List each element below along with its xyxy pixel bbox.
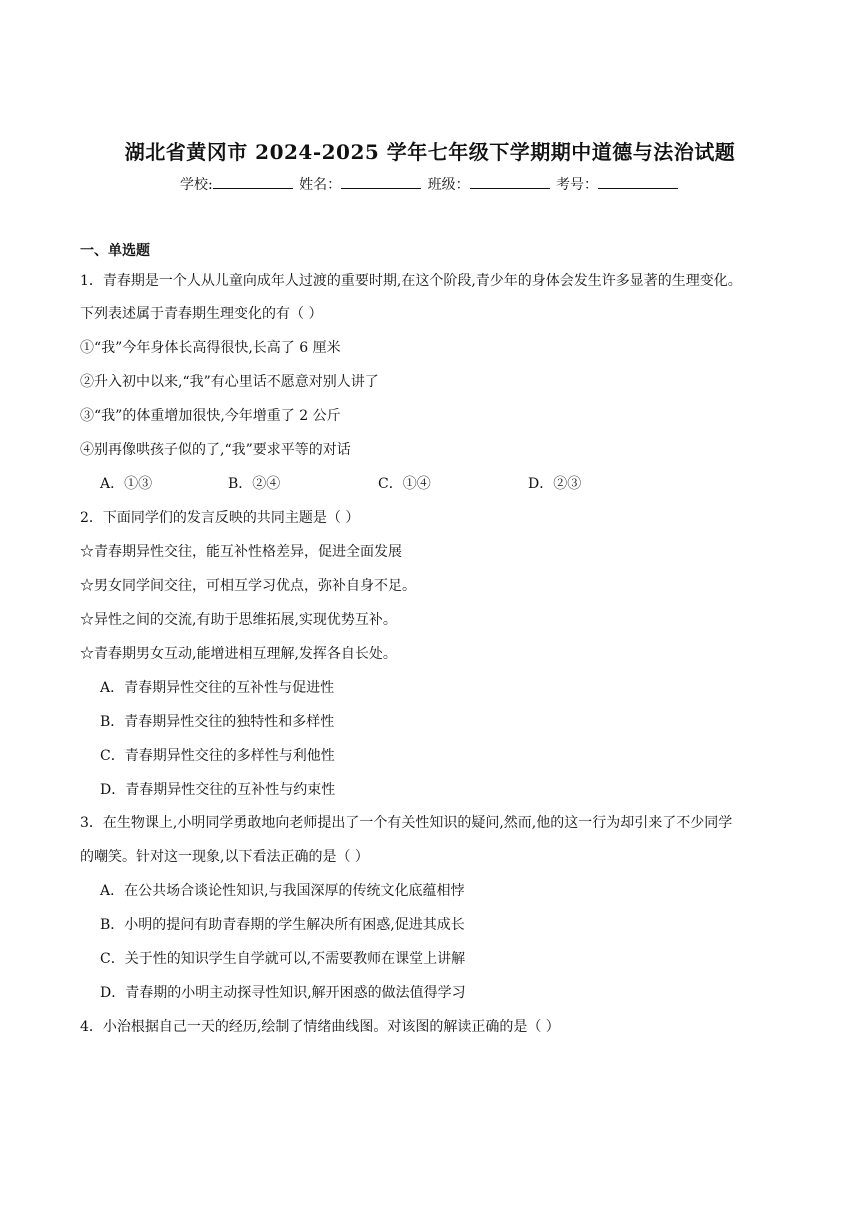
q2-item: ☆男女同学间交往，可相互学习优点，弥补自身不足。 [80, 578, 416, 594]
q3-stem-line2: 的嘲笑。针对这一现象,以下看法正确的是（ ） [80, 849, 369, 865]
q3-option-a[interactable]: A．在公共场合谈论性知识,与我国深厚的传统文化底蕴相悖 [100, 883, 465, 899]
q2-stem: 2．下面同学们的发言反映的共同主题是（ ） [80, 510, 360, 526]
q3-stem-line1: 3．在生物课上,小明同学勇敢地向老师提出了一个有关性知识的疑问,然而,他的这一行为却引来了不少同学 [80, 815, 733, 831]
q1-item: ①“我”今年身体长高得很快,长高了 6 厘米 [80, 340, 341, 356]
school-blank[interactable] [213, 174, 293, 189]
q1-option-a[interactable]: A．①③ [100, 476, 153, 492]
section-title: 一、单选题 [80, 243, 150, 259]
name-blank[interactable] [341, 174, 421, 189]
q2-item: ☆异性之间的交流,有助于思维拓展,实现优势互补。 [80, 612, 397, 628]
school-label: 学校: [179, 177, 213, 193]
q1-stem-line1: 1．青春期是一个人从儿童向成年人过渡的重要时期,在这个阶段,青少年的身体会发生许多显著的生理变化。 [80, 273, 742, 289]
q4-stem: 4．小治根据自己一天的经历,绘制了情绪曲线图。对该图的解读正确的是（ ） [80, 1019, 560, 1035]
exam-no-blank[interactable] [598, 174, 678, 189]
q3-option-d[interactable]: D．青春期的小明主动探寻性知识,解开困惑的做法值得学习 [100, 985, 466, 1001]
q1-option-c[interactable]: C．①④ [378, 476, 431, 492]
class-blank[interactable] [470, 174, 550, 189]
exam-no-label: 考号： [556, 177, 599, 193]
q2-option-d[interactable]: D．青春期异性交往的互补性与约束性 [100, 782, 336, 798]
q1-item: ②升入初中以来,“我”有心里话不愿意对别人讲了 [80, 374, 379, 390]
q2-item: ☆青春期男女互动,能增进相互理解,发挥各自长处。 [80, 646, 397, 662]
q2-option-c[interactable]: C．青春期异性交往的多样性与利他性 [100, 748, 335, 764]
q1-option-d[interactable]: D．②③ [528, 476, 582, 492]
name-label: 姓名： [299, 177, 342, 193]
q2-item: ☆青春期异性交往，能互补性格差异，促进全面发展 [80, 544, 402, 560]
page-title: 湖北省黄冈市 2024-2025 学年七年级下学期期中道德与法治试题 [124, 140, 736, 164]
q3-option-c[interactable]: C．关于性的知识学生自学就可以,不需要教师在课堂上讲解 [100, 951, 466, 967]
q1-stem-line2: 下列表述属于青春期生理变化的有（ ） [80, 306, 323, 322]
q3-option-b[interactable]: B．小明的提问有助青春期的学生解决所有困惑,促进其成长 [100, 917, 465, 933]
q2-option-a[interactable]: A．青春期异性交往的互补性与促进性 [100, 680, 335, 696]
class-label: 班级： [427, 177, 470, 193]
q1-option-b[interactable]: B．②④ [228, 476, 281, 492]
student-info-row [0, 174, 860, 194]
q1-item: ③“我”的体重增加很快,今年增重了 2 公斤 [80, 408, 341, 424]
q2-option-b[interactable]: B．青春期异性交往的独特性和多样性 [100, 714, 335, 730]
q1-item: ④别再像哄孩子似的了,“我”要求平等的对话 [80, 442, 351, 458]
